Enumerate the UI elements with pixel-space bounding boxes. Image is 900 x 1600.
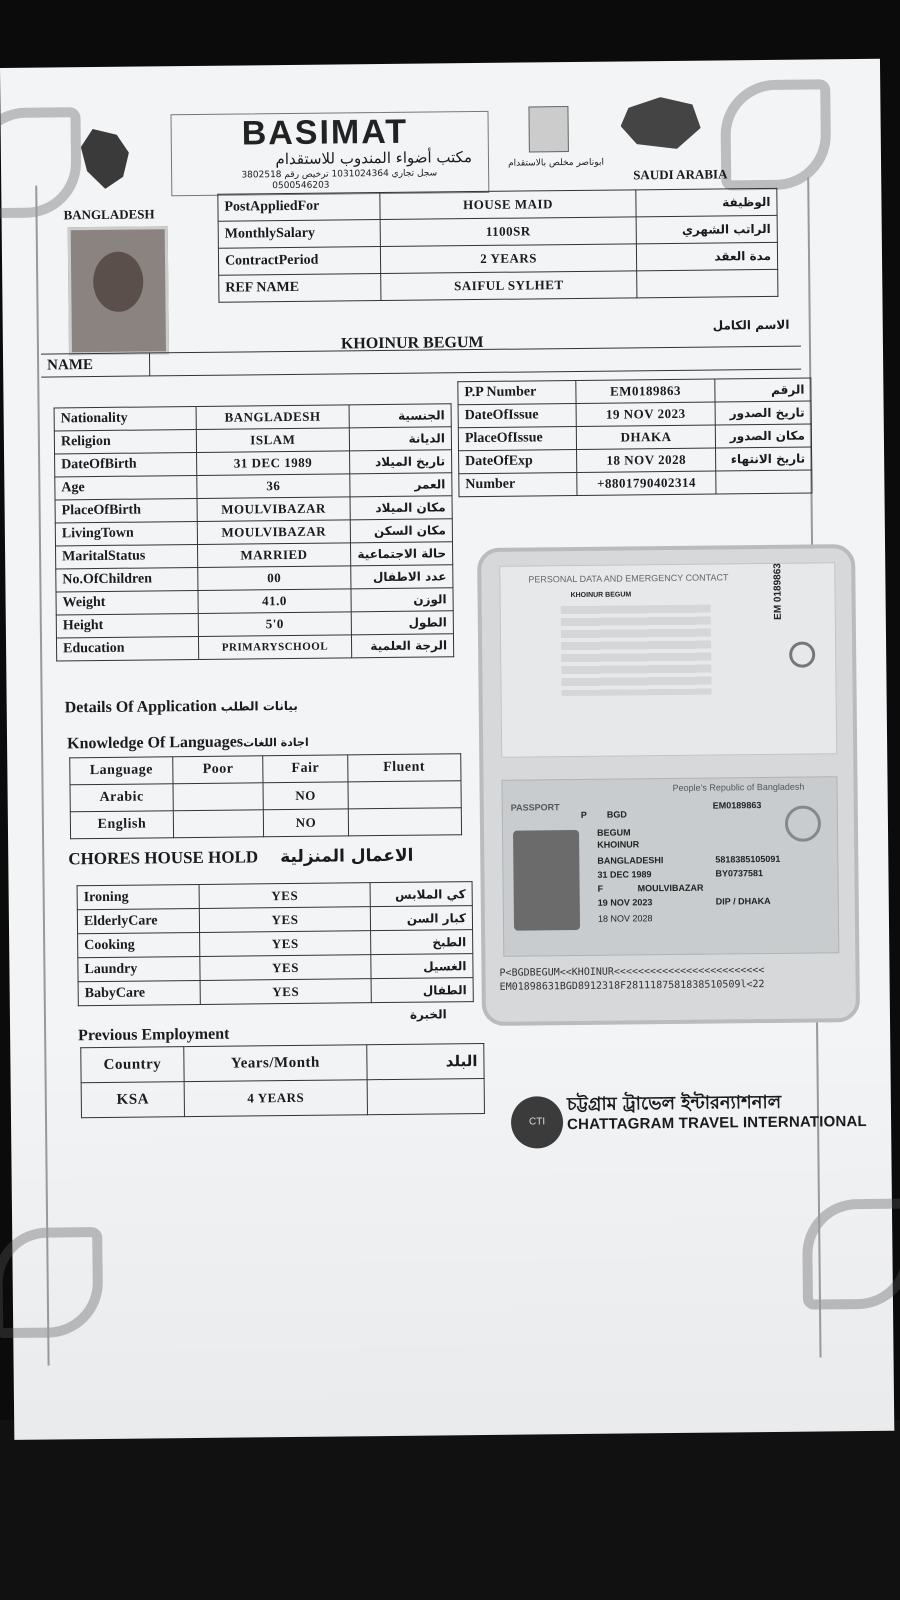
personal-value: 41.0: [198, 589, 351, 614]
language-fair: NO: [264, 809, 348, 837]
languages-title: Knowledge Of Languages: [66, 733, 244, 753]
passport-given-name: KHOINUR: [597, 839, 640, 850]
applicant-face: [93, 252, 144, 313]
passport-info-value: EM0189863: [576, 379, 715, 403]
job-label: REF NAME: [219, 274, 381, 303]
personal-label: DateOfBirth: [55, 452, 197, 476]
languages-header-cell: Poor: [173, 756, 264, 784]
languages-table: [69, 753, 462, 839]
applicant-photo: [68, 226, 169, 355]
passport-nationality: BANGLADESHI: [597, 855, 664, 866]
passport-surname: BEGUM: [596, 827, 631, 838]
passport-label: PASSPORT: [510, 802, 560, 813]
chore-arabic-label: الطفال: [371, 978, 473, 1003]
passport-seal-icon: [789, 641, 815, 667]
job-label: ContractPeriod: [218, 247, 380, 276]
passport-info-label: DateOfExp: [459, 449, 578, 473]
passport-top-heading: PERSONAL DATA AND EMERGENCY CONTACT: [528, 572, 729, 585]
passport-authority: DIP / DHAKA: [715, 895, 771, 907]
passport-personal-data-page: [499, 562, 837, 758]
company-registry: سجل تجاري 1031024364 ترخيص رقم 3802518: [241, 168, 438, 181]
chore-arabic-label: الغسيل: [371, 954, 473, 979]
employment-header-cell: Country: [81, 1047, 184, 1083]
passport-info-label: PlaceOfIssue: [458, 426, 577, 450]
name-divider: [149, 353, 150, 375]
job-value: SAIFUL SYLHET: [380, 271, 637, 301]
passport-expiry: 18 NOV 2028: [597, 913, 653, 924]
passport-prev-no: BY0737581: [715, 868, 764, 879]
chore-value: YES: [200, 979, 371, 1005]
company-phone: 0500546203: [272, 180, 330, 192]
passport-info-value: 18 NOV 2028: [577, 448, 716, 472]
languages-header-cell: Fair: [263, 755, 347, 783]
chore-label: ElderlyCare: [77, 908, 200, 933]
personal-value: PRIMARYSCHOOL: [199, 635, 352, 660]
personal-value: MARRIED: [198, 543, 351, 568]
job-label: PostAppliedFor: [218, 193, 380, 222]
employment-extra: [367, 1078, 484, 1114]
passport-info-table: [457, 378, 812, 498]
language-name: Arabic: [70, 784, 173, 812]
company-arabic-name: مكتب أضواء المندوب للاستقدام: [275, 148, 473, 169]
chores-title-arabic: الاعمال المنزلية: [280, 845, 414, 868]
employment-title: Previous Employment: [78, 1025, 230, 1045]
personal-arabic-label: الديانة: [349, 427, 452, 451]
office-emblem-icon: [528, 106, 568, 152]
personal-value: BANGLADESH: [196, 405, 349, 430]
personal-arabic-label: مكان الميلاد: [350, 496, 453, 520]
company-logo-text: BASIMAT: [241, 112, 409, 153]
employment-row: [81, 1078, 484, 1117]
job-table: [217, 188, 778, 303]
personal-label: LivingTown: [55, 521, 197, 545]
languages-header-row: [70, 754, 461, 785]
chores-row: [78, 978, 473, 1006]
job-arabic-label: الراتب الشهري: [637, 215, 778, 243]
company-logo-box: [170, 111, 489, 196]
passport-issue: 19 NOV 2023: [597, 897, 653, 908]
passport-bio-page: [501, 776, 839, 957]
passport-info-arabic-label: مكان الصدور: [715, 424, 811, 448]
passport-info-row: [459, 470, 812, 497]
chore-label: Ironing: [77, 884, 200, 909]
languages-row: [70, 781, 461, 812]
job-value: 2 YEARS: [380, 244, 637, 274]
personal-label: Education: [56, 636, 198, 660]
job-value: HOUSE MAID: [379, 190, 636, 220]
passport-number: EM0189863: [712, 800, 762, 811]
passport-emblem-icon: [785, 805, 821, 841]
passport-info-value: DHAKA: [577, 425, 716, 449]
chore-value: YES: [200, 931, 371, 957]
employment-header-cell: البلد: [367, 1043, 484, 1079]
employment-header-cell: Years/Month: [184, 1045, 367, 1082]
passport-info-arabic-label: الرقم: [715, 378, 811, 402]
passport-info-label: Number: [459, 472, 578, 496]
job-row: [219, 269, 778, 302]
personal-label: Weight: [56, 590, 198, 614]
application-heading: [65, 697, 298, 717]
passport-top-name: KHOINUR BEGUM: [570, 591, 632, 600]
chore-arabic-label: كي الملابس: [370, 882, 472, 907]
passport-republic: People's Republic of Bangladesh: [672, 781, 805, 793]
personal-label: Height: [56, 613, 198, 637]
passport-place: MOULVIBAZAR: [637, 882, 704, 894]
passport-info-arabic-label: [716, 470, 812, 494]
personal-arabic-label: عدد الاطفال: [350, 565, 453, 589]
chore-value: YES: [200, 907, 371, 933]
job-arabic-label: مدة العقد: [637, 242, 778, 270]
employment-country: KSA: [81, 1082, 184, 1118]
name-label: NAME: [47, 357, 94, 374]
passport-contact-lines: [561, 605, 712, 697]
personal-value: 5'0: [198, 612, 351, 637]
personal-arabic-label: الوزن: [351, 588, 454, 612]
personal-value: MOULVIBAZAR: [197, 497, 350, 522]
application-form-paper: [0, 59, 894, 1440]
chore-arabic-label: الطبخ: [370, 930, 472, 955]
agency-english-name: CHATTAGRAM TRAVEL INTERNATIONAL: [567, 1112, 867, 1134]
agency-bengali-name: চট্টগ্রাম ট্রাভেল ইন্টারন্যাশনাল: [566, 1091, 782, 1116]
personal-value: 00: [198, 566, 351, 591]
employment-years: 4 YEARS: [184, 1080, 367, 1117]
job-arabic-label: الوظيفة: [636, 188, 777, 216]
application-title: Details Of Application: [64, 697, 217, 717]
personal-arabic-label: الرجة العلمية: [351, 634, 454, 658]
language-fluent: [348, 808, 462, 836]
passport-mrz-line-2: EM01898631BGD8912318F2811187581838510509l<22: [499, 979, 765, 993]
language-fair: NO: [263, 782, 347, 810]
personal-label: Nationality: [54, 406, 196, 430]
passport-type: P: [580, 809, 587, 820]
language-poor: [173, 783, 264, 811]
personal-arabic-label: الجنسية: [349, 404, 452, 428]
personal-row: [56, 634, 453, 661]
personal-label: Religion: [54, 429, 196, 453]
right-country-label: SAUDI ARABIA: [633, 166, 728, 183]
chores-title: CHORES HOUSE HOLD: [68, 847, 259, 869]
passport-info-arabic-label: تاريخ الصدور: [715, 401, 811, 425]
personal-info-table: [54, 403, 455, 661]
personal-label: No.OfChildren: [56, 567, 198, 591]
language-poor: [173, 810, 264, 838]
personal-label: Age: [55, 475, 197, 499]
left-country-label: BANGLADESH: [63, 206, 155, 223]
application-title-arabic: بيانات الطلب: [220, 698, 298, 714]
employment-header-row: [81, 1043, 484, 1082]
job-label: MonthlySalary: [218, 220, 380, 249]
personal-label: PlaceOfBirth: [55, 498, 197, 522]
employment-title-arabic: الخبرة: [409, 1007, 447, 1022]
chore-label: Cooking: [78, 932, 201, 957]
personal-value: 31 DEC 1989: [197, 451, 350, 476]
languages-header-cell: Language: [70, 757, 173, 785]
background-shadow: [0, 1420, 900, 1600]
personal-arabic-label: العمر: [349, 473, 452, 497]
chore-value: YES: [199, 883, 370, 909]
office-arabic-text: ابوناصر مخلص بالاستقدام: [508, 157, 604, 169]
passport-personal-no: 5818385105091: [715, 853, 781, 865]
passport-info-value: 19 NOV 2023: [576, 402, 715, 426]
personal-arabic-label: مكان السكن: [350, 519, 453, 543]
passport-side-number: EM 0189863: [772, 563, 784, 620]
languages-title-arabic: اجادة اللغات: [243, 735, 309, 750]
passport-code: BGD: [606, 809, 627, 820]
name-value: KHOINUR BEGUM: [340, 333, 484, 353]
chore-arabic-label: كبار السن: [370, 906, 472, 931]
chore-label: BabyCare: [78, 980, 201, 1005]
personal-value: ISLAM: [197, 428, 350, 453]
name-arabic-label: الاسم الكامل: [712, 317, 790, 333]
passport-mrz-line-1: P<BGDBEGUM<<KHOINUR<<<<<<<<<<<<<<<<<<<<<<<<<: [499, 965, 765, 979]
bangladesh-map-icon: [81, 129, 142, 190]
languages-header-cell: Fluent: [347, 754, 461, 782]
chores-heading: [68, 846, 413, 870]
languages-row: [70, 808, 461, 839]
passport-sex: F: [597, 883, 604, 894]
language-name: English: [70, 811, 173, 839]
personal-value: 36: [197, 474, 350, 499]
passport-info-value: +8801790402314: [577, 471, 716, 495]
agency-logo-icon: CTI: [511, 1096, 564, 1149]
personal-arabic-label: الطول: [351, 611, 454, 635]
language-fluent: [348, 781, 462, 809]
personal-label: MaritalStatus: [56, 544, 198, 568]
passport-info-label: P.P Number: [458, 380, 577, 404]
personal-arabic-label: تاريخ الميلاد: [349, 450, 452, 474]
chores-table: [77, 881, 474, 1006]
job-value: 1100SR: [380, 217, 637, 247]
job-arabic-label: [637, 269, 778, 297]
passport-photo: [513, 830, 580, 931]
chore-label: Laundry: [78, 956, 201, 981]
passport-dob: 31 DEC 1989: [597, 869, 652, 880]
chore-value: YES: [200, 955, 371, 981]
passport-info-arabic-label: تاريخ الانتهاء: [715, 447, 811, 471]
passport-info-label: DateOfIssue: [458, 403, 577, 427]
saudi-map-icon: [620, 97, 701, 150]
corner-ornament-top-right: [720, 79, 831, 190]
languages-heading: [67, 733, 309, 754]
passport-scan: [477, 544, 860, 1026]
personal-arabic-label: حالة الاجتماعية: [350, 542, 453, 566]
employment-table: [80, 1043, 485, 1118]
personal-value: MOULVIBAZAR: [197, 520, 350, 545]
